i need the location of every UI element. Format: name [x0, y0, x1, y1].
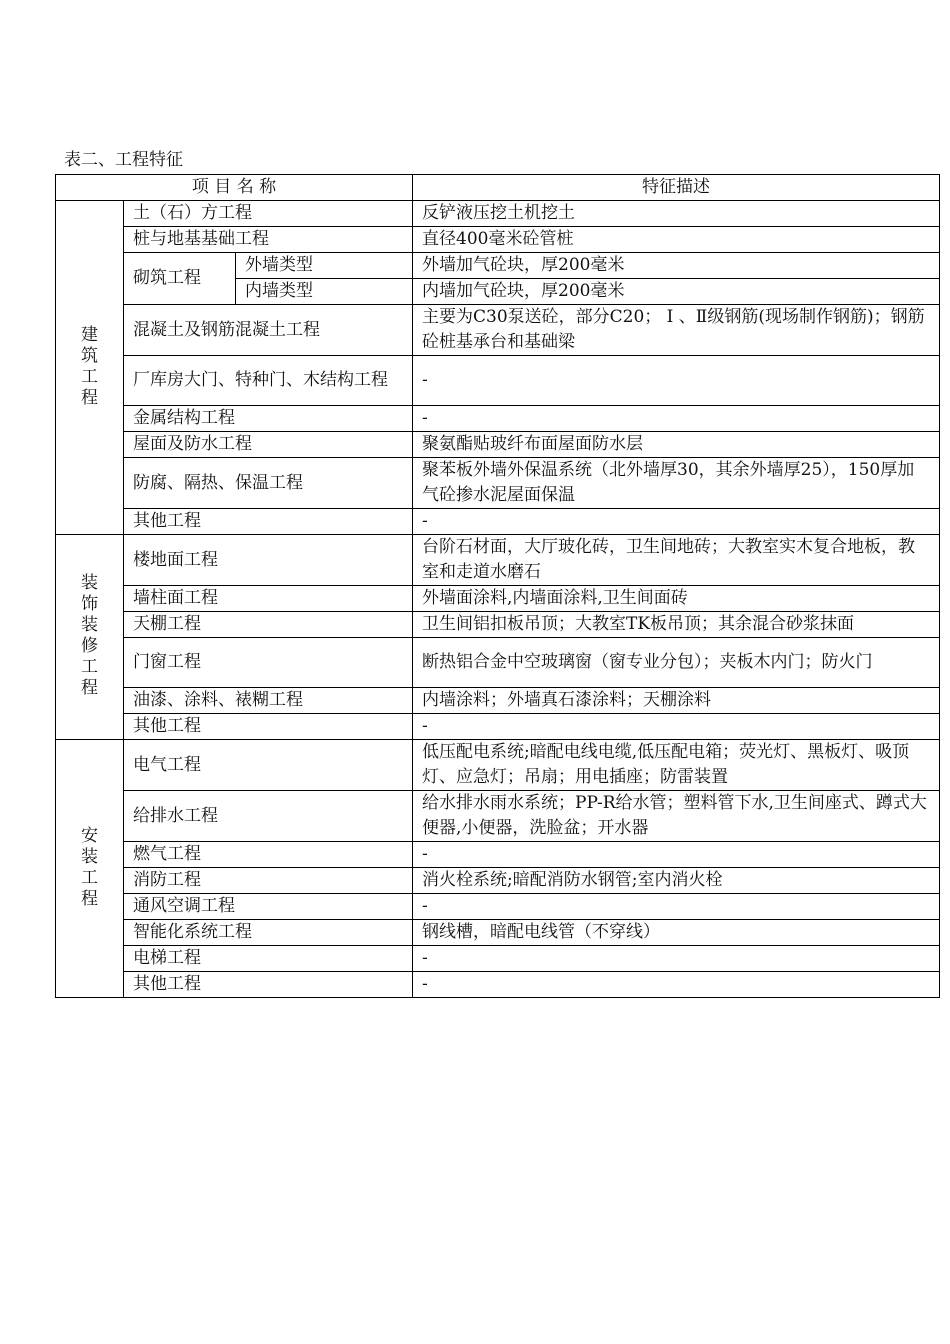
sub-item-name: 内墙类型 [236, 279, 413, 305]
item-description: 给水排水雨水系统；PP-R给水管；塑料管下水,卫生间座式、蹲式大便器,小便器，洗脸盆；开水器 [413, 791, 940, 842]
category-label: 安装工程 [81, 825, 98, 909]
item-name: 屋面及防水工程 [124, 432, 413, 458]
category-cell [56, 201, 124, 535]
item-description: 台阶石材面，大厅玻化砖，卫生间地砖；大教室实木复合地板，教室和走道水磨石 [413, 535, 940, 586]
table-row [56, 509, 940, 535]
item-description: - [413, 842, 940, 868]
table-row [56, 535, 940, 586]
item-description: 消火栓系统;暗配消防水钢管;室内消火栓 [413, 868, 940, 894]
table-row [56, 946, 940, 972]
table-row [56, 972, 940, 998]
table-row [56, 688, 940, 714]
table-row [56, 356, 940, 406]
item-description: 外墙面涂料,内墙面涂料,卫生间面砖 [413, 586, 940, 612]
item-description: 断热铝合金中空玻璃窗（窗专业分包）；夹板木内门；防火门 [413, 638, 940, 688]
item-description: - [413, 406, 940, 432]
item-name: 楼地面工程 [124, 535, 413, 586]
item-description: 内墙涂料；外墙真石漆涂料；天棚涂料 [413, 688, 940, 714]
item-name: 厂库房大门、特种门、木结构工程 [124, 356, 413, 406]
table-row [56, 842, 940, 868]
item-name: 桩与地基基础工程 [124, 227, 413, 253]
item-name: 防腐、隔热、保温工程 [124, 458, 413, 509]
item-name: 金属结构工程 [124, 406, 413, 432]
item-name: 混凝土及钢筋混凝土工程 [124, 305, 413, 356]
item-description: - [413, 714, 940, 740]
item-description: 卫生间铝扣板吊顶；大教室TK板吊顶；其余混合砂浆抹面 [413, 612, 940, 638]
item-description: 内墙加气砼块，厚200毫米 [413, 279, 940, 305]
category-label: 建筑工程 [81, 324, 98, 408]
item-name: 门窗工程 [124, 638, 413, 688]
item-name: 墙柱面工程 [124, 586, 413, 612]
header-feature-description: 特征描述 [413, 175, 940, 201]
table-row [56, 714, 940, 740]
item-description: - [413, 894, 940, 920]
table-row [56, 638, 940, 688]
item-description: 外墙加气砼块，厚200毫米 [413, 253, 940, 279]
item-description: - [413, 972, 940, 998]
item-description: 聚苯板外墙外保温系统（北外墙厚30，其余外墙厚25），150厚加气砼掺水泥屋面保温 [413, 458, 940, 509]
table-row [56, 253, 940, 279]
item-name: 其他工程 [124, 509, 413, 535]
table-row [56, 894, 940, 920]
item-name: 土（石）方工程 [124, 201, 413, 227]
table-row [56, 458, 940, 509]
table-row [56, 227, 940, 253]
item-name: 电气工程 [124, 740, 413, 791]
item-name: 给排水工程 [124, 791, 413, 842]
table-row [56, 406, 940, 432]
item-description: 反铲液压挖土机挖土 [413, 201, 940, 227]
item-description: 钢线槽，暗配电线管（不穿线） [413, 920, 940, 946]
item-name: 燃气工程 [124, 842, 413, 868]
item-name: 其他工程 [124, 972, 413, 998]
item-description: 聚氨酯贴玻纤布面屋面防水层 [413, 432, 940, 458]
table-row [56, 740, 940, 791]
sub-item-name: 外墙类型 [236, 253, 413, 279]
item-name: 通风空调工程 [124, 894, 413, 920]
item-name: 其他工程 [124, 714, 413, 740]
category-cell [56, 740, 124, 998]
table-row [56, 305, 940, 356]
item-name: 砌筑工程 [124, 253, 236, 305]
category-cell [56, 535, 124, 740]
table-row [56, 791, 940, 842]
header-item-name: 项 目 名 称 [56, 175, 413, 201]
table-header-row [56, 175, 940, 201]
table-row [56, 586, 940, 612]
table-row [56, 432, 940, 458]
item-name: 油漆、涂料、裱糊工程 [124, 688, 413, 714]
item-name: 天棚工程 [124, 612, 413, 638]
item-description: - [413, 946, 940, 972]
engineering-features-table [55, 174, 940, 998]
category-label: 装饰装修工程 [81, 573, 98, 698]
item-description: 低压配电系统;暗配电线电缆,低压配电箱；荧光灯、黑板灯、吸顶灯、应急灯；吊扇；用电插座；防雷装置 [413, 740, 940, 791]
table-row [56, 201, 940, 227]
item-name: 电梯工程 [124, 946, 413, 972]
item-description: - [413, 509, 940, 535]
table-row [56, 612, 940, 638]
item-description: 直径400毫米砼管桩 [413, 227, 940, 253]
item-name: 智能化系统工程 [124, 920, 413, 946]
item-name: 消防工程 [124, 868, 413, 894]
table-caption: 表二、工程特征 [64, 150, 183, 170]
item-description: 主要为C30泵送砼，部分C20； Ⅰ 、Ⅱ级钢筋(现场制作钢筋)；钢筋砼桩基承台和基础梁 [413, 305, 940, 356]
table-row [56, 868, 940, 894]
item-description: - [413, 356, 940, 406]
table-row [56, 920, 940, 946]
